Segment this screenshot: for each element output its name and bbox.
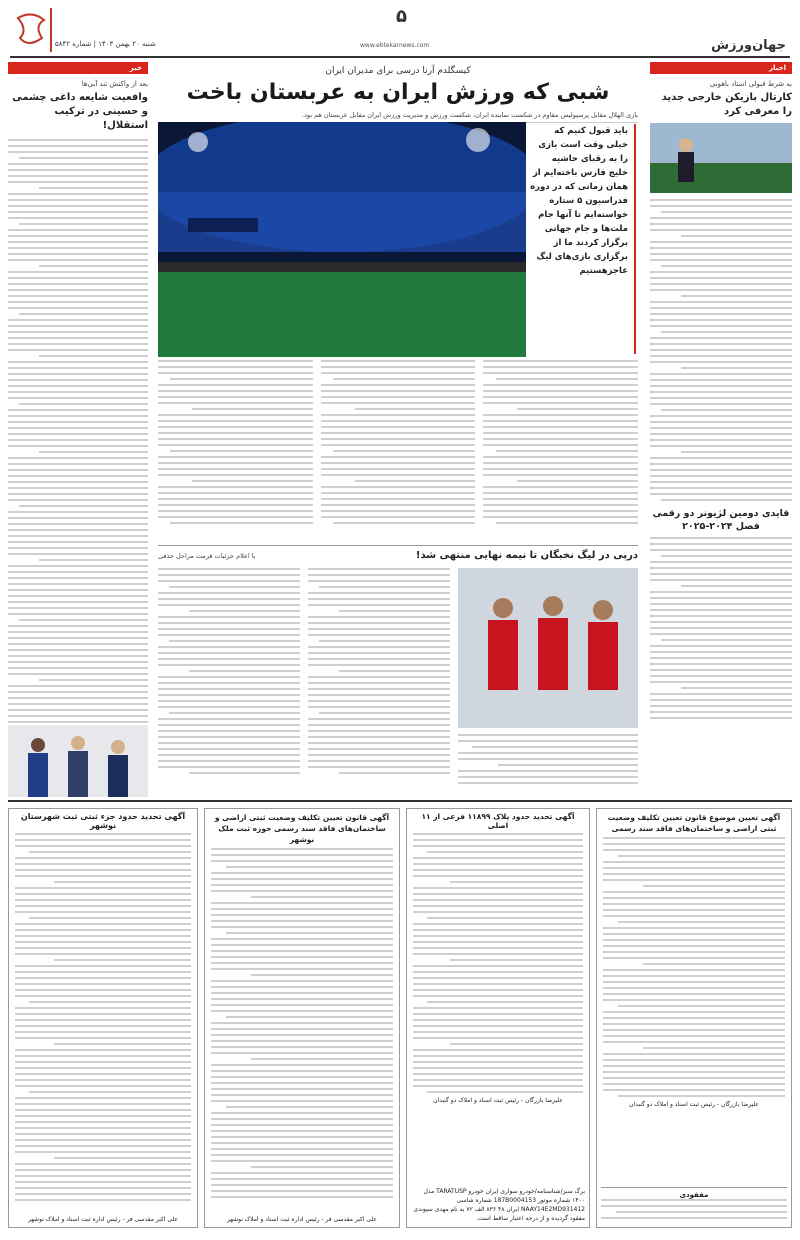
car-notice: برگ سبز/شناسنامه/خودرو سواری ایران خودرو TARATUSP مدل ۱۴۰۰ شماره موتور 187B0004153 شماره شاسی NAAY14E2MD931412 ایران ۴۸ ۸۳۶ الف ۷۲ به نام مهدی سیوندی مفقود گردیده و از درجه اعتبار ساقط است. bbox=[413, 1188, 585, 1222]
ad-1-body bbox=[9, 833, 197, 1201]
right-body bbox=[650, 199, 792, 501]
ad-3-sign: علیرضا بازرگان - رئیس ثبت اسناد و املاک دو گنبدان bbox=[433, 1097, 563, 1104]
second-body-2 bbox=[458, 734, 638, 788]
ad-4-title: آگهی تعیین موضوع قانون تعیین تکلیف وضعیت ثبتی اراضی و ساختمان‌های فاقد سند رسمی bbox=[607, 813, 781, 833]
second-article bbox=[158, 545, 638, 795]
main-kicker: کیسگلدم آرنا درسی برای مدیران ایران bbox=[325, 66, 471, 76]
second-body bbox=[158, 568, 450, 778]
left-title: وافعیت شایعه داغی چشمی و حسینی در ترکیب استقلال! bbox=[12, 92, 148, 131]
ad-4 bbox=[596, 808, 792, 1228]
right-news-column bbox=[650, 62, 792, 797]
left-kicker: بعد از واکنش تند آبی‌ها bbox=[81, 80, 148, 88]
right-subtitle: قایدی دومین لژیونر دو رقمی فصل ۲۰۲۴-۲۰۲۵ bbox=[652, 508, 790, 532]
right-kicker: به شرط قبولی استاد باهوبی bbox=[709, 80, 792, 88]
ad-3-title: آگهی تحدید حدود پلاک ۱۱۸۹۹ فرعی از ۱۱ اصلی bbox=[421, 812, 575, 830]
players-photo bbox=[8, 725, 148, 797]
ad-3-body bbox=[407, 833, 589, 1093]
ad-1-title: آگهی تحدید حدود جزء ثبتی ثبت شهرستان نوشهر bbox=[20, 812, 186, 830]
second-title: درپی در لیگ نخبگان تا نیمه نهایی منتهی شد! bbox=[415, 550, 638, 561]
right-tag: اخبار bbox=[650, 62, 792, 74]
pullquote: باید قبول کنیم که خیلی وقت است بازی را به رقبای حاشیه خلیج فارس باخته‌ایم از همان زمانی که در دوره فدراسیون ۵ ستاره خواسته‌ایم تا آنها جام ملت‌ها و جام جهانی برگزار کردند ما از برگزاری بازی‌های لیگ عاجزهستیم bbox=[530, 124, 636, 354]
match-photo bbox=[458, 568, 638, 728]
ad-2 bbox=[204, 808, 400, 1228]
newspaper-logo bbox=[12, 8, 52, 52]
main-body bbox=[158, 360, 638, 528]
section-title: جهان‌ورزش bbox=[711, 38, 786, 53]
ad-4-body bbox=[597, 837, 791, 1097]
main-lead: بازی الهلال مقابل پرسپولیس مقاوم در شکست نماینده ایران، شکست ورزش و مدیریت ورزش ایران مقابل عربستان هم بود. bbox=[158, 111, 638, 123]
ad-1 bbox=[8, 808, 198, 1228]
issue-date: شنبه ۲۰ بهمن ۱۴۰۳ | شماره ۵۸۴۲ bbox=[55, 40, 156, 48]
ads-area bbox=[8, 800, 792, 1232]
ad-2-sign: علی اکبر مقدسی فر - رئیس اداره ثبت اسناد و املاک نوشهر bbox=[226, 1216, 377, 1223]
ad-1-sign: علی اکبر مقدسی فر - رئیس اداره ثبت اسناد و املاک نوشهر bbox=[27, 1216, 178, 1223]
lost-notice: مفقودی bbox=[601, 1187, 787, 1223]
stadium-photo bbox=[158, 122, 526, 357]
second-caption: با اعلام جزئیات فرمت مراحل حذفی bbox=[158, 551, 256, 560]
page-header bbox=[0, 0, 800, 62]
left-news-column bbox=[8, 62, 148, 797]
main-article bbox=[158, 62, 638, 542]
left-body bbox=[8, 139, 148, 741]
coach-photo bbox=[650, 123, 792, 193]
ad-4-sign: علیرضا بازرگان - رئیس ثبت اسناد و املاک دو گنبدان bbox=[629, 1101, 759, 1108]
ad-2-body bbox=[205, 848, 399, 1198]
left-tag: خبر bbox=[8, 62, 148, 74]
right-body-2 bbox=[650, 537, 792, 719]
right-title: کارتال بازیکن خارجی جدید را معرفی کرد bbox=[661, 92, 792, 117]
ad-3 bbox=[406, 808, 590, 1228]
header-rule bbox=[10, 56, 790, 58]
main-headline: شبی که ورزش ایران به عربستان باخت bbox=[186, 80, 610, 105]
page-number: ۵ bbox=[396, 6, 407, 27]
ad-2-title: آگهی قانون تعیین تکلیف وضعیت ثبتی اراضی و ساختمان‌های فاقد سند رسمی حوزه ثبت ملک نوشهر bbox=[214, 813, 390, 844]
site-url: www.ebtekarnews.com bbox=[360, 42, 430, 49]
